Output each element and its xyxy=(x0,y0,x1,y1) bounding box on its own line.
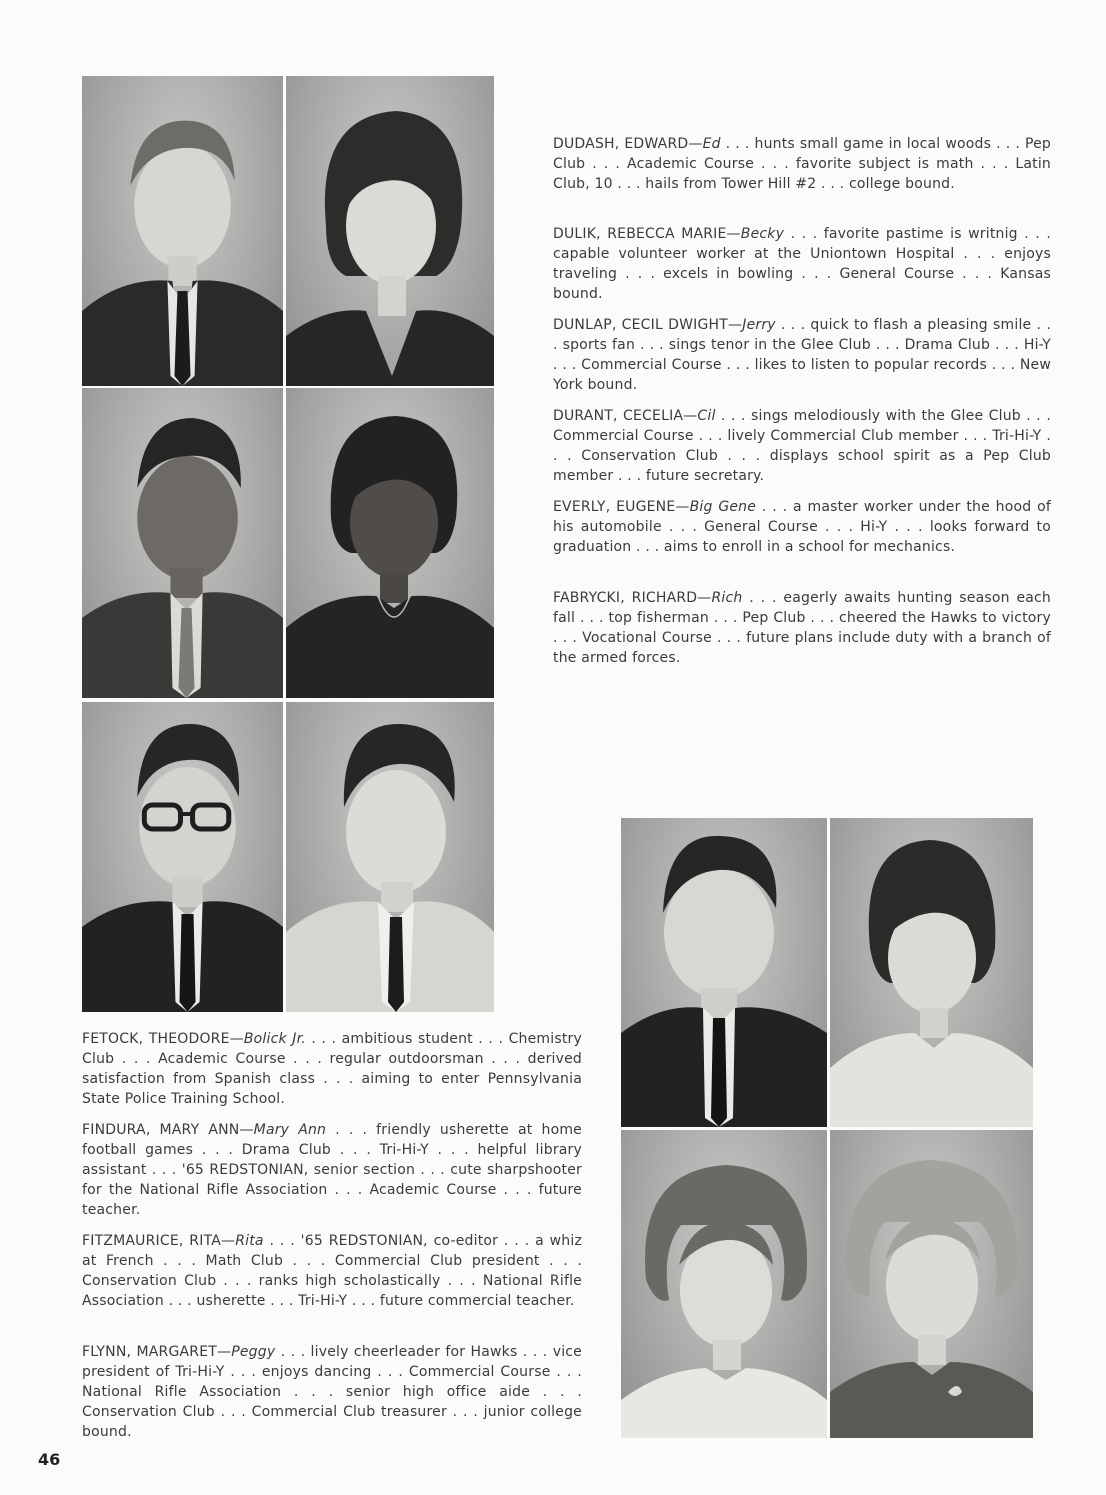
bio-fitzmaurice: FITZMAURICE, RITA—Rita . . . '65 REDSTONIAN, co-editor . . . a whiz at French . . . Math Club . . . Commercial Club president . . . Conservation Club . . . ranks high scholastically . . . National Rifle Association . . . usherette . . . Tri-Hi-Y . . . future commercial teacher. xyxy=(82,1233,582,1309)
bio-fetock: FETOCK, THEODORE—Bolick Jr. . . . ambitious student . . . Chemistry Club . . . Academic Course . . . regular outdoorsman . . . derived satisfaction from Spanish class . . . aiming to enter Pennsylvania State Police Training School. xyxy=(82,1031,582,1107)
portrait-dunlap xyxy=(82,388,283,698)
page-number: 46 xyxy=(38,1450,61,1469)
portrait-durant xyxy=(286,388,494,698)
portrait-fetock xyxy=(621,818,827,1127)
portrait-fitzmaurice xyxy=(621,1130,827,1438)
bio-dulik: DULIK, REBECCA MARIE—Becky . . . favorite pastime is writnig . . . capable volunteer worker at the Uniontown Hospital . . . enjoys traveling . . . excels in bowling . . . General Course . . . Kansas bound. xyxy=(553,226,1051,302)
portrait-dulik xyxy=(286,76,494,386)
bio-dunlap: DUNLAP, CECIL DWIGHT—Jerry . . . quick to flash a pleasing smile . . . sports fan . . . sings tenor in the Glee Club . . . Drama Club . . . Hi-Y . . . Commercial Course . . . likes to listen to popular records . . . New York bound. xyxy=(553,317,1052,393)
portrait-dudash xyxy=(82,76,283,386)
bio-flynn: FLYNN, MARGARET—Peggy . . . lively cheerleader for Hawks . . . vice president of Tri-Hi-Y . . . enjoys dancing . . . Commercial Course . . . National Rifle Association . . . senior high office aide . . . Conservation Club . . . Commercial Club treasurer . . . junior college bound. xyxy=(82,1344,582,1440)
portrait-fabrycki xyxy=(286,702,494,1012)
portrait-everly xyxy=(82,702,283,1012)
bio-durant: DURANT, CECELIA—Cil . . . sings melodiously with the Glee Club . . . Commercial Course . . . lively Commercial Club member . . . Tri-Hi-Y . . . Conservation Club . . . displays school spirit as a Pep Club member . . . future secretary. xyxy=(553,408,1052,484)
bio-everly: EVERLY, EUGENE—Big Gene . . . a master worker under the hood of his automobile . . . General Course . . . Hi-Y . . . looks forward to graduation . . . aims to enroll in a school for mechanics. xyxy=(553,499,1051,555)
bio-findura: FINDURA, MARY ANN—Mary Ann . . . friendly usherette at home football games . . . Drama Club . . . Tri-Hi-Y . . . helpful library assistant . . . '65 REDSTONIAN, senior section . . . cute sharpshooter for the National Rifle Association . . . Academic Course . . . future teacher. xyxy=(82,1122,582,1218)
bio-dudash: DUDASH, EDWARD—Ed . . . hunts small game in local woods . . . Pep Club . . . Academic Course . . . favorite subject is math . . . Latin Club, 10 . . . hails from Tower Hill #2 . . . college bound. xyxy=(553,136,1051,192)
portrait-findura xyxy=(830,818,1033,1127)
bio-fabrycki: FABRYCKI, RICHARD—Rich . . . eagerly awaits hunting season each fall . . . top fisherman . . . Pep Club . . . cheered the Hawks to victory . . . Vocational Course . . . future plans include duty with a branch of the armed forces. xyxy=(553,590,1052,666)
portrait-flynn xyxy=(830,1130,1033,1438)
